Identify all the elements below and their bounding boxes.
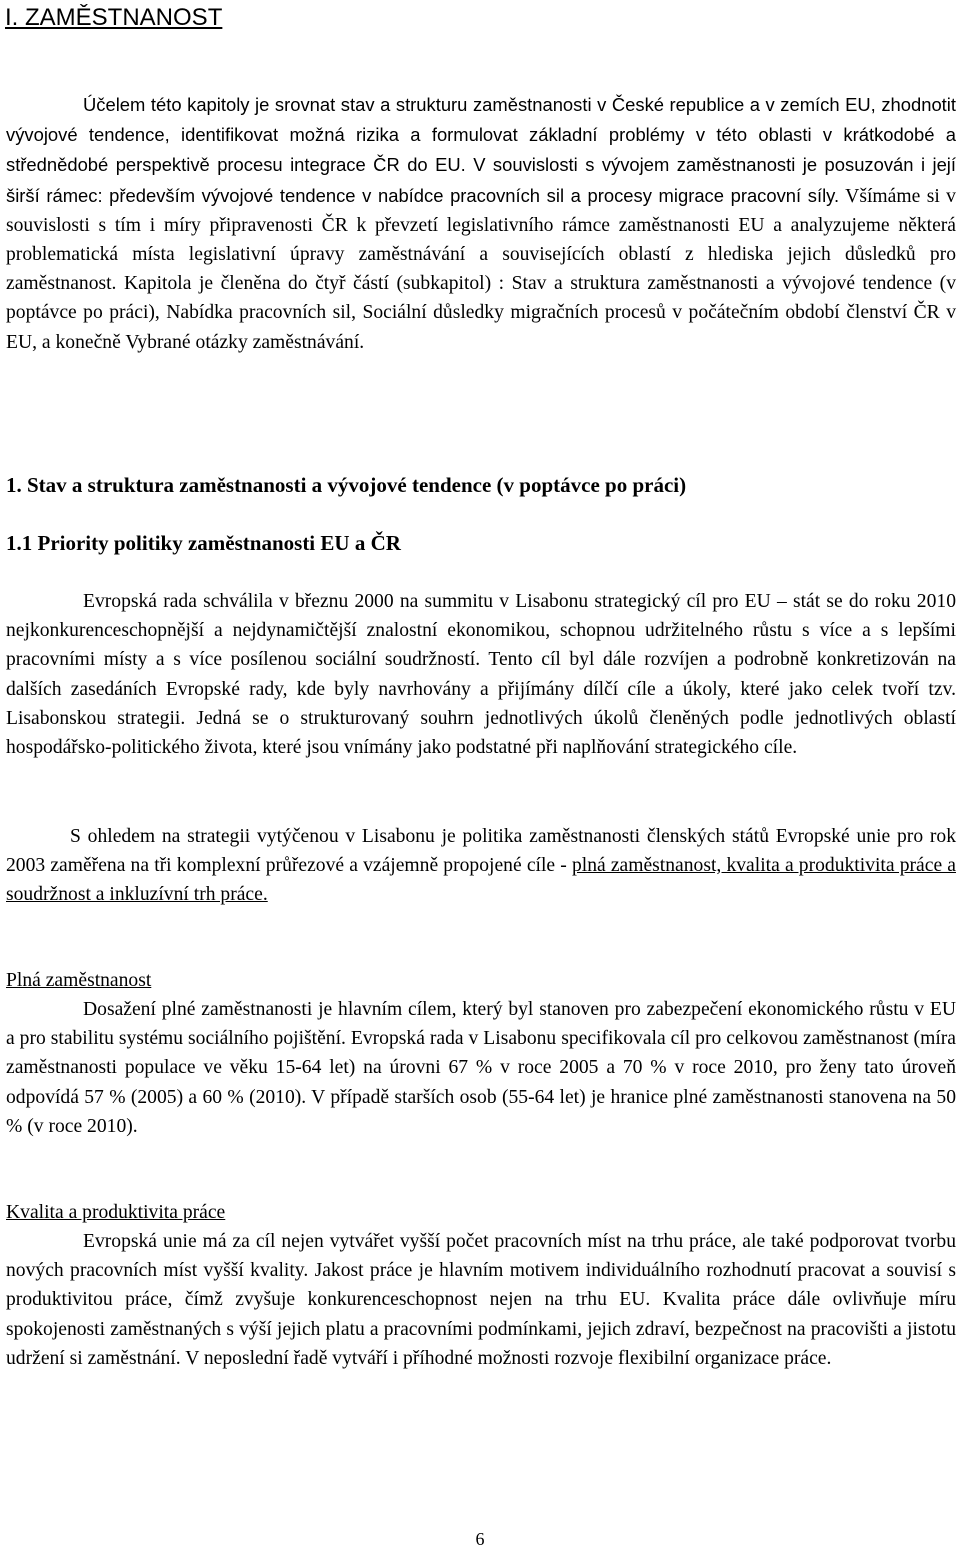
chapter-title: I. ZAMĚSTNANOST [5, 4, 223, 31]
lisbon-paragraph [6, 587, 956, 762]
quality-title: Kvalita a produktivita práce [6, 1202, 226, 1223]
intro-paragraph [6, 90, 956, 357]
full-employment-paragraph [6, 995, 956, 1141]
full-employment-title: Plná zaměstnanost [6, 970, 152, 991]
full-employment-text: Dosažení plné zaměstnanosti je hlavním cílem, který byl stanoven pro zabezpečení ekonomického růstu v EU a pro stabilitu systému sociálního pojištění. Evropská rada v Lisabonu specifikovala cíl pro celkovou zaměstnanost (míra zaměstnanosti populace ve věku 15-64 let) na úrovni 67 % v roce 2005 a 70 % v roce 2010, pro ženy tato úroveň odpovídá 57 % (2005) a 60 % (2010). V případě starších osob (55-64 let) je hranice plné zaměstnanosti stanovena na 50 % (v roce 2010). [6, 999, 956, 1137]
quality-text: Evropská unie má za cíl nejen vytvářet vyšší počet pracovních míst na trhu práce, ale také podporovat tvorbu nových pracovních míst vyšší kvality. Jakost práce je hlavním motivem individuálního rozhodnutí pracovat a souvisí s produktivitou práce, čímž zvyšuje konkurenceschopnost nejen na trhu EU. Kvalita práce dále ovlivňuje míru spokojenosti zaměstnaných s výší jejich platu a pracovními podmínkami, jejich zdraví, bezpečnost na pracovišti a jistotu udržení si zaměstnání. V neposlední řadě vytváří i příhodné možnosti rozvoje flexibilní organizace práce. [6, 1231, 956, 1369]
intro-text-sans: Účelem této kapitoly je srovnat stav a strukturu zaměstnanosti v České republice a v zemích EU, zhodnotit vývojové tendence, identifikovat možná rizika a formulovat základní problémy v této oblasti v krátkodobé a střednědobé perspektivě procesu integrace ČR do EU. V souvislosti s vývojem zaměstnanosti je posuzován i její širší rámec: především vývojové tendence v nabídce pracovních sil a procesy migrace pracovní síly. [6, 94, 956, 206]
subsection-heading: 1.1 Priority politiky zaměstnanosti EU a ČR [6, 531, 401, 555]
intro-text-serif: Všímáme si v souvislosti s tím i míry připravenosti ČR k převzetí legislativního rámce zaměstnanosti EU a analyzujeme některá problematická místa legislativní úpravy zaměstnávání a souvisejících oblastí z hlediska jejich důsledků pro zaměstnanost. Kapitola je členěna do čtyř částí (subkapitol) : Stav a struktura zaměstnanosti a vývojové tendence (v poptávce po práci), Nabídka pracovních sil, Sociální důsledky migračních procesů v počátečním období členství ČR v EU, a konečně Vybrané otázky zaměstnávání. [6, 185, 956, 353]
lisbon-text: Evropská rada schválila v březnu 2000 na summitu v Lisabonu strategický cíl pro EU – stát se do roku 2010 nejkonkurenceschopnější a nejdynamičtější znalostní ekonomikou, schopnou udržitelného růstu s více a s lepšími pracovními místy a s více posílenou sociální soudržností. Tento cíl byl dále rozvíjen a podrobně konkretizován na dalších zasedáních Evropské rady, kde byly navrhovány a přijímány dílčí cíle a úkoly, které jako celek tvoří tzv. Lisabonskou strategii. Jedná se o strukturovaný souhrn jednotlivých úkolů členěných podle jednotlivých oblastí hospodářsko-politického života, které jsou vnímány jako podstatné při naplňování strategického cíle. [6, 591, 956, 759]
strategy-text: S ohledem na strategii vytýčenou v Lisabonu je politika zaměstnanosti členských států Evropské unie pro rok 2003 zaměřena na tři komplexní průřezové a vzájemně propojené cíle - [6, 826, 956, 877]
page-number: 6 [475, 1529, 485, 1549]
quality-paragraph [6, 1227, 956, 1373]
section-heading: 1. Stav a struktura zaměstnanosti a vývojové tendence (v poptávce po práci) [6, 473, 687, 497]
strategy-paragraph [6, 822, 956, 910]
strategy-goals-underlined: plná zaměstnanost, kvalita a produktivita práce a soudržnost a inkluzívní trh práce. [6, 855, 956, 906]
